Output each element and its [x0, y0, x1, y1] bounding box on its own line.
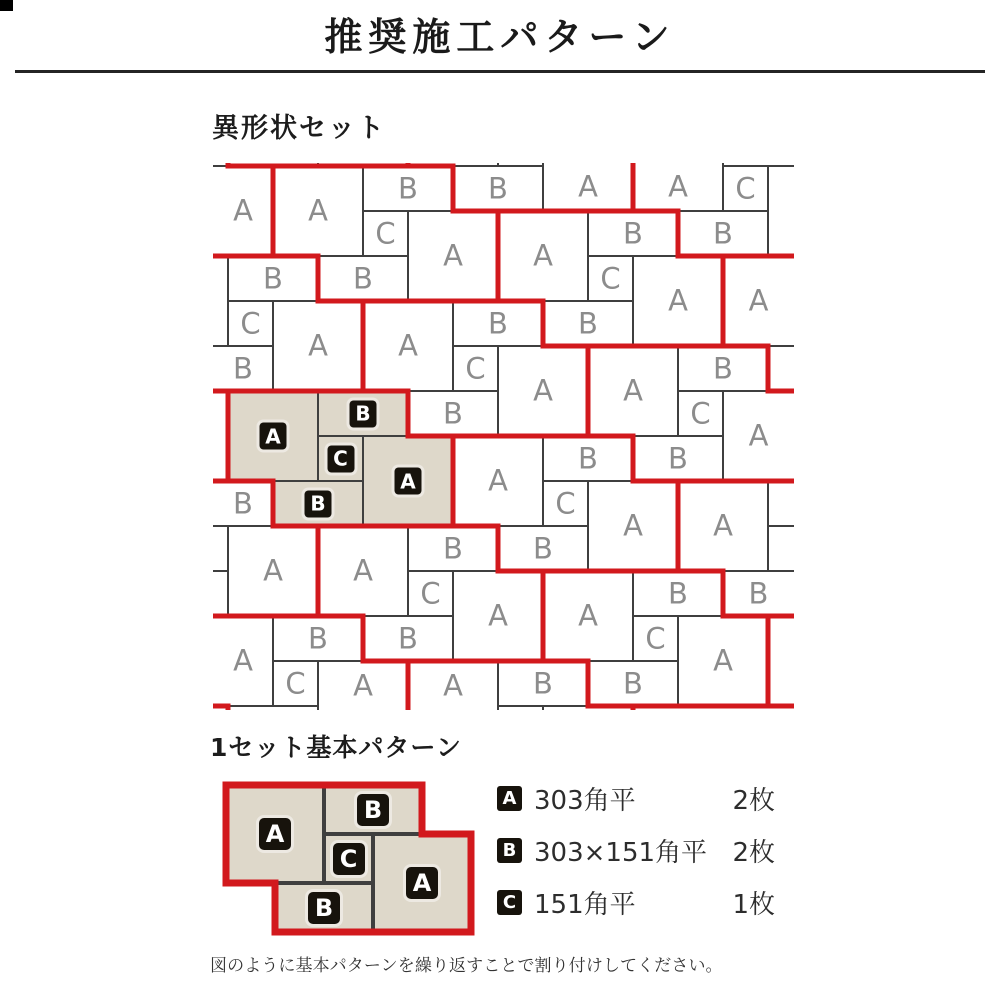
tile-letter-chip: A — [259, 818, 291, 850]
tile-letter-label: C — [375, 216, 396, 250]
tile — [768, 346, 794, 391]
tile-letter-label: A — [233, 193, 253, 228]
tiling-pattern-diagram — [213, 163, 794, 710]
tile-letter-label: A — [748, 418, 769, 453]
tile-letter-label: B — [578, 306, 598, 340]
tile-letter-label: C — [240, 306, 261, 340]
tile-letter-chip: B — [350, 400, 377, 427]
tile-letter-label: C — [285, 666, 306, 700]
tile-letter-label: A — [533, 373, 553, 408]
tile-letter-label: A — [233, 643, 253, 678]
tile — [228, 706, 318, 710]
tile-letter-label: A — [748, 283, 769, 318]
tile-letter-label: A — [488, 463, 508, 498]
tile-letter-label: B — [233, 351, 253, 385]
tile-b-count: 2枚 — [732, 838, 775, 868]
tile-letter-label: C — [555, 486, 576, 520]
tile-letter-label: A — [713, 643, 733, 678]
tile-letter-label: A — [668, 169, 688, 204]
tile-letter-label: B — [713, 351, 733, 385]
tile-letter-label: A — [668, 283, 688, 318]
tile-letter-chip: A — [395, 468, 422, 495]
legend-row-c — [497, 884, 775, 921]
tile-letter-label: B — [578, 441, 598, 475]
tile-letter-chip: A — [260, 423, 287, 450]
tile-letter-chip: B — [308, 892, 340, 924]
tile-letter-label: B — [533, 666, 553, 700]
tile-letter-label: B — [623, 666, 643, 700]
tile-letter-label: B — [308, 621, 328, 655]
page-corner-mark — [0, 0, 13, 11]
tile-letter-chip: A — [406, 867, 438, 899]
tile-letter-label: B — [748, 576, 769, 610]
tile-letter-label: B — [353, 261, 373, 295]
tile-b-size-label: 303×151角平 — [534, 838, 708, 868]
tile-letter-chip: C — [333, 843, 365, 875]
legend-row-b — [497, 832, 775, 869]
tile-letter-label: A — [623, 508, 643, 543]
tile-letter-label: A — [623, 373, 643, 408]
tile-legend — [497, 780, 775, 921]
tile-letter-chip: B — [357, 794, 389, 826]
tile-letter-label: A — [578, 598, 598, 633]
tile — [213, 391, 228, 481]
tile-letter-label: C — [735, 171, 756, 205]
tile-letter-label: A — [443, 238, 463, 273]
tile-letter-label: B — [488, 171, 508, 205]
tile-letter-label: B — [443, 396, 463, 430]
tile-letter-label: A — [578, 169, 598, 204]
tile-c-chip: C — [497, 890, 522, 915]
tile — [768, 616, 794, 706]
tile — [213, 256, 228, 346]
tile — [768, 166, 794, 256]
tile-letter-label: A — [713, 508, 733, 543]
tile-letter-label: C — [465, 351, 486, 385]
tile-letter-label: A — [353, 668, 373, 702]
basic-pattern-heading: 1セット基本パターン — [210, 733, 462, 762]
tile-letter-label: A — [263, 553, 283, 588]
tile-letter-label: B — [398, 621, 418, 655]
tile-letter-label: B — [233, 486, 253, 520]
page-title: 推奨施工パターン — [324, 15, 676, 59]
tile-c-size-label: 151角平 — [534, 890, 636, 920]
tile-letter-label: C — [600, 261, 621, 295]
tile-letter-chip: C — [327, 445, 354, 472]
tile-letter-label: B — [668, 576, 688, 610]
tile-letter-label: B — [713, 216, 733, 250]
tile-letter-label: A — [443, 668, 463, 702]
tile-letter-label: B — [623, 216, 643, 250]
tile-a-count: 2枚 — [732, 786, 775, 816]
tile-letter-label: B — [398, 171, 418, 205]
tile-letter-label: B — [668, 441, 688, 475]
tile-letter-label: B — [488, 306, 508, 340]
basic-set-diagram — [226, 785, 471, 932]
tile — [543, 706, 633, 710]
tile-letter-chip: B — [305, 490, 332, 517]
tile-letter-label: A — [308, 328, 328, 363]
tile-letter-label: A — [308, 193, 328, 228]
tile-letter-label: B — [443, 531, 463, 565]
legend-row-a — [497, 780, 775, 817]
tile — [768, 481, 794, 526]
shapes-set-heading: 異形状セット — [212, 113, 386, 144]
tile-letter-label: B — [533, 531, 553, 565]
tile-letter-label: A — [488, 598, 508, 633]
tile — [213, 526, 228, 571]
tile-letter-label: A — [353, 553, 373, 588]
tile — [498, 706, 543, 710]
tile-letter-label: A — [533, 238, 553, 273]
tile-b-chip: B — [497, 838, 522, 863]
tile-letter-label: C — [690, 396, 711, 430]
tile-letter-label: A — [398, 328, 418, 363]
tile — [213, 571, 228, 616]
tile-c-count: 1枚 — [732, 890, 775, 920]
title-divider-line — [15, 70, 985, 73]
instruction-caption: 図のように基本パターンを繰り返すことで割り付けしてください。 — [210, 956, 723, 976]
tile-a-chip: A — [497, 786, 522, 811]
tile-letter-label: C — [420, 576, 441, 610]
tile — [768, 526, 794, 571]
tile-letter-label: C — [645, 621, 666, 655]
tile-a-size-label: 303角平 — [534, 786, 636, 816]
tile-letter-label: B — [263, 261, 283, 295]
